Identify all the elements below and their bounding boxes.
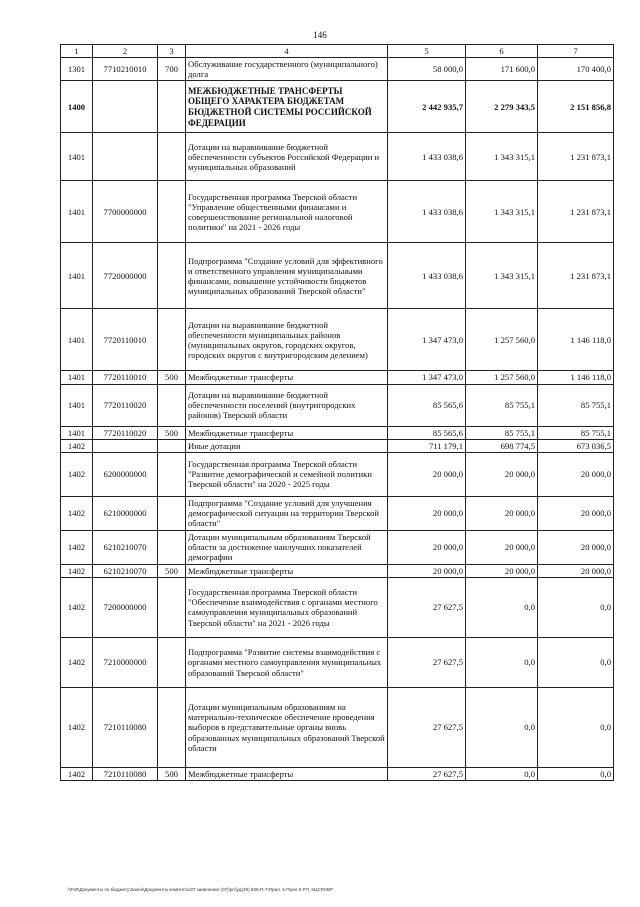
table-row [61,439,614,452]
row-target-code-cell: 7720110020 [93,426,158,439]
row-expense-type-cell [158,309,186,371]
row-amount-year2-cell: 1 343 315,1 [466,243,538,309]
row-amount-year3-cell: 20 000,0 [538,496,614,530]
row-name-cell: Иные дотации [186,439,388,452]
row-amount-year3-cell: 20 000,0 [538,530,614,564]
row-name-cell: Межбюджетные трансферты [186,371,388,384]
row-code-cell: 1401 [61,384,93,426]
row-target-code-cell: 7720110010 [93,371,158,384]
header-cell: 4 [186,45,388,58]
row-expense-type-cell [158,577,186,637]
row-expense-type-cell: 500 [158,426,186,439]
header-cell: 6 [466,45,538,58]
table-body [61,58,614,781]
row-expense-type-cell [158,243,186,309]
row-amount-year1-cell: 1 433 038,6 [388,133,466,181]
row-amount-year3-cell: 20 000,0 [538,452,614,496]
row-expense-type-cell [158,439,186,452]
row-expense-type-cell [158,496,186,530]
row-amount-year3-cell: 1 146 118,0 [538,371,614,384]
row-amount-year2-cell: 20 000,0 [466,530,538,564]
row-code-cell: 1402 [61,577,93,637]
row-amount-year1-cell: 1 433 038,6 [388,243,466,309]
row-amount-year2-cell: 1 343 315,1 [466,133,538,181]
row-amount-year3-cell: 0,0 [538,687,614,767]
row-amount-year3-cell: 85 755,1 [538,384,614,426]
row-amount-year2-cell: 1 257 560,0 [466,309,538,371]
row-expense-type-cell [158,181,186,243]
row-amount-year1-cell: 1 433 038,6 [388,181,466,243]
header-cell: 2 [93,45,158,58]
row-target-code-cell: 7710210010 [93,58,158,81]
row-amount-year1-cell: 58 000,0 [388,58,466,81]
row-name-cell: Дотации на выравнивание бюджетной обеспеченности поселений (внутригородских районов) Тверской области [186,384,388,426]
header-cell: 5 [388,45,466,58]
row-target-code-cell: 6210210070 [93,530,158,564]
row-code-cell: 1402 [61,496,93,530]
row-code-cell: 1402 [61,687,93,767]
row-amount-year2-cell: 20 000,0 [466,452,538,496]
table-row [61,243,614,309]
row-amount-year3-cell: 0,0 [538,637,614,687]
table-row [61,577,614,637]
row-target-code-cell [93,133,158,181]
row-target-code-cell: 7210110080 [93,687,158,767]
row-amount-year2-cell: 85 755,1 [466,384,538,426]
table-row [61,384,614,426]
row-amount-year1-cell: 20 000,0 [388,496,466,530]
row-name-cell: Межбюджетные трансферты [186,426,388,439]
table-row [61,371,614,384]
row-expense-type-cell [158,81,186,133]
row-target-code-cell: 7700000000 [93,181,158,243]
row-amount-year3-cell: 20 000,0 [538,564,614,577]
row-amount-year1-cell: 711 179,1 [388,439,466,452]
table-row [61,452,614,496]
row-amount-year1-cell: 27 627,5 [388,767,466,780]
row-target-code-cell [93,81,158,133]
row-target-code-cell: 6210000000 [93,496,158,530]
row-amount-year1-cell: 27 627,5 [388,687,466,767]
row-code-cell: 1402 [61,530,93,564]
row-target-code-cell: 7200000000 [93,577,158,637]
row-amount-year3-cell: 2 151 856,8 [538,81,614,133]
row-code-cell: 1401 [61,243,93,309]
row-amount-year3-cell: 0,0 [538,577,614,637]
row-amount-year3-cell: 1 231 873,1 [538,133,614,181]
table-row [61,637,614,687]
row-name-cell: Государственная программа Тверской области "Обеспечение взаимодействия с органами местного самоуправления муниципальных образований Тверской области" на 2021 - 2026 годы [186,577,388,637]
row-amount-year3-cell: 1 146 118,0 [538,309,614,371]
row-code-cell: 1400 [61,81,93,133]
row-target-code-cell: 7210110080 [93,767,158,780]
row-amount-year2-cell: 171 600,0 [466,58,538,81]
row-amount-year1-cell: 27 627,5 [388,577,466,637]
row-name-cell: Дотации муниципальным образованиям Тверской области за достижение наилучших показателей демографии [186,530,388,564]
header-cell: 3 [158,45,186,58]
row-amount-year2-cell: 2 279 343,5 [466,81,538,133]
row-amount-year2-cell: 0,0 [466,577,538,637]
table-row [61,530,614,564]
row-amount-year3-cell: 170 400,0 [538,58,614,81]
table-row [61,81,614,133]
row-target-code-cell: 6210210070 [93,564,158,577]
row-expense-type-cell [158,133,186,181]
header-cell: 1 [61,45,93,58]
row-amount-year2-cell: 20 000,0 [466,564,538,577]
row-name-cell: МЕЖБЮДЖЕТНЫЕ ТРАНСФЕРТЫ ОБЩЕГО ХАРАКТЕРА БЮДЖЕТАМ БЮДЖЕТНОЙ СИСТЕМЫ РОССИЙСКОЙ ФЕДЕРАЦИИ [186,81,388,133]
row-amount-year1-cell: 20 000,0 [388,530,466,564]
row-expense-type-cell [158,384,186,426]
row-code-cell: 1401 [61,426,93,439]
row-target-code-cell: 6200000000 [93,452,158,496]
row-name-cell: Подпрограмма "Создание условий для эффективного и ответственного управления муниципальными финансами, повышение устойчивости бюджетов муниципальных образований Тверской области" [186,243,388,309]
row-amount-year3-cell: 85 755,1 [538,426,614,439]
row-amount-year1-cell: 1 347 473,0 [388,309,466,371]
table-row [61,426,614,439]
row-target-code-cell: 7210000000 [93,637,158,687]
row-amount-year1-cell: 20 000,0 [388,452,466,496]
row-name-cell: Дотации муниципальным образованиям на материально-техническое обеспечение проведения выборов в представительные органы вновь образованных муниципальных образований Тверской области [186,687,388,767]
row-code-cell: 1301 [61,58,93,81]
row-code-cell: 1401 [61,371,93,384]
row-amount-year2-cell: 85 755,1 [466,426,538,439]
row-amount-year2-cell: 20 000,0 [466,496,538,530]
table-row [61,181,614,243]
row-name-cell: Государственная программа Тверской области "Управление общественными финансами и совершенствование региональной налоговой политики" на 2021 - 2026 годы [186,181,388,243]
row-expense-type-cell [158,452,186,496]
table-row [61,496,614,530]
row-amount-year2-cell: 0,0 [466,687,538,767]
row-name-cell: Обслуживание государственного (муниципального) долга [186,58,388,81]
row-amount-year2-cell: 0,0 [466,767,538,780]
row-amount-year1-cell: 85 565,6 [388,426,466,439]
row-expense-type-cell [158,637,186,687]
row-amount-year2-cell: 1 257 560,0 [466,371,538,384]
row-amount-year1-cell: 20 000,0 [388,564,466,577]
table-row [61,133,614,181]
row-name-cell: Подпрограмма "Создание условий для улучшения демографической ситуации на территории Тверской области" [186,496,388,530]
table-row [61,687,614,767]
row-name-cell: Межбюджетные трансферты [186,564,388,577]
table-row [61,58,614,81]
row-target-code-cell: 7720110010 [93,309,158,371]
header-cell: 7 [538,45,614,58]
table-row [61,564,614,577]
row-amount-year3-cell: 673 036,5 [538,439,614,452]
footer-file-path: \\Fs0\Документы по бюджету\Закон\Документы комитета\ЗТ заявление (07)\ргбуд(28) 508-П-7\Прил. 5 Прил 8 РП, КЦСР,КВР [68,887,334,892]
row-name-cell: Дотации на выравнивание бюджетной обеспеченности муниципальных районов (муниципальных округов, городских округов, городских округов с внутригородским делением) [186,309,388,371]
row-target-code-cell [93,439,158,452]
row-amount-year2-cell: 0,0 [466,637,538,687]
row-amount-year1-cell: 85 565,6 [388,384,466,426]
row-amount-year3-cell: 1 231 873,1 [538,243,614,309]
row-expense-type-cell: 500 [158,564,186,577]
row-target-code-cell: 7720000000 [93,243,158,309]
row-expense-type-cell: 500 [158,371,186,384]
row-code-cell: 1402 [61,439,93,452]
row-amount-year3-cell: 0,0 [538,767,614,780]
row-expense-type-cell [158,687,186,767]
row-code-cell: 1401 [61,181,93,243]
table-row [61,309,614,371]
row-amount-year1-cell: 1 347 473,0 [388,371,466,384]
row-name-cell: Межбюджетные трансферты [186,767,388,780]
row-expense-type-cell [158,530,186,564]
row-amount-year3-cell: 1 231 873,1 [538,181,614,243]
budget-table [60,44,614,781]
row-expense-type-cell: 500 [158,767,186,780]
page-number: 146 [313,30,327,40]
row-code-cell: 1402 [61,564,93,577]
row-code-cell: 1401 [61,309,93,371]
row-expense-type-cell: 700 [158,58,186,81]
row-code-cell: 1401 [61,133,93,181]
row-name-cell: Государственная программа Тверской области "Развитие демографической и семейной политики Тверской области" на 2020 - 2025 годы [186,452,388,496]
row-amount-year2-cell: 1 343 315,1 [466,181,538,243]
row-code-cell: 1402 [61,452,93,496]
row-amount-year1-cell: 27 627,5 [388,637,466,687]
row-amount-year1-cell: 2 442 935,7 [388,81,466,133]
header-row [61,45,614,58]
row-code-cell: 1402 [61,767,93,780]
row-target-code-cell: 7720110020 [93,384,158,426]
table-row [61,767,614,780]
row-name-cell: Подпрограмма "Развитие системы взаимодействия с органами местного самоуправления муниципальных образований Тверской области" [186,637,388,687]
row-name-cell: Дотации на выравнивание бюджетной обеспеченности субъектов Российской Федерации и муниципальных образований [186,133,388,181]
row-amount-year2-cell: 698 774,5 [466,439,538,452]
row-code-cell: 1402 [61,637,93,687]
